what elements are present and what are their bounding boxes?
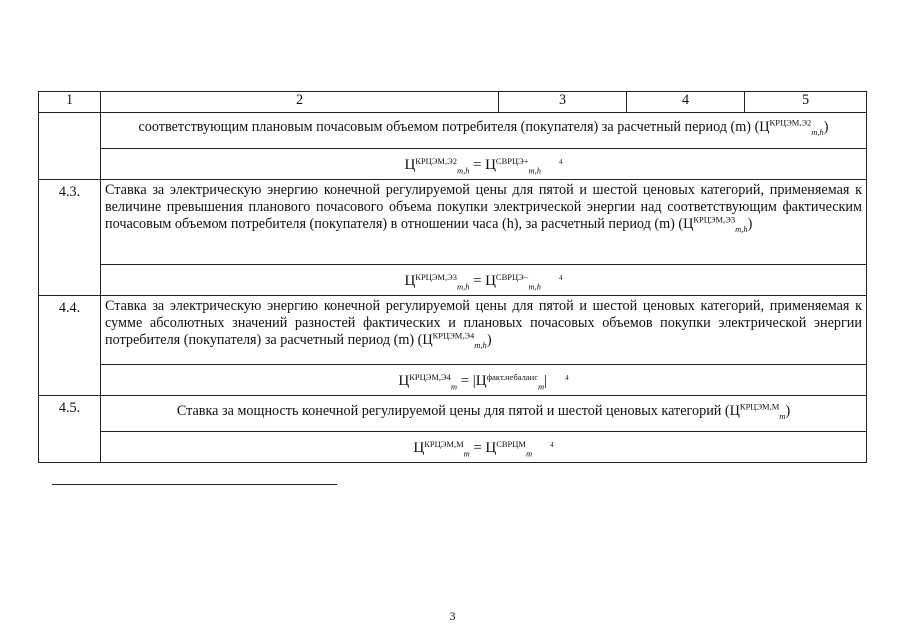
formula-lhs-sub: m,h bbox=[456, 281, 470, 292]
formula-lhs-sub: m,h bbox=[456, 165, 470, 176]
symbol-sub: m bbox=[779, 410, 786, 421]
formula-rhs: Ц bbox=[485, 273, 496, 290]
table-row bbox=[39, 396, 867, 432]
formula-lhs: Ц bbox=[413, 440, 425, 457]
formula-row bbox=[39, 365, 867, 396]
symbol-sup: КРЦЭМ,М bbox=[739, 401, 780, 412]
formula bbox=[101, 149, 867, 180]
formula-lhs-sup: КРЦЭМ,Э3 bbox=[415, 271, 457, 282]
symbol-sup: КРЦЭМ,Э4 bbox=[432, 330, 475, 341]
symbol-sup: КРЦЭМ,Э3 bbox=[693, 214, 736, 225]
footnote-mark: 4 bbox=[550, 440, 554, 449]
footnote-mark: 4 bbox=[559, 273, 563, 282]
row-description bbox=[101, 396, 867, 432]
symbol-sup: КРЦЭМ,Э2 bbox=[769, 117, 812, 128]
formula-rhs-sub: m bbox=[537, 381, 545, 392]
row-description bbox=[101, 113, 867, 149]
formula-eq: = |Ц bbox=[460, 373, 487, 390]
formula bbox=[101, 365, 867, 396]
header-row bbox=[39, 92, 867, 113]
formula-abs-close: | bbox=[544, 373, 548, 390]
formula-rhs: Ц bbox=[485, 440, 497, 457]
description-text: Ставка за электрическую энергию конечной регулируемой цены для пятой и шестой ценовых категорий, применяемая к величине превышения планового почасового объема покупки электрической энергии над соответствующим фактическим почасовым объемом потребителя (покупателя) в отношении часа (h), за расчетный период (m) (Ц bbox=[105, 182, 862, 232]
description-text: Ставка за электрическую энергию конечной регулируемой цены для пятой и шестой ценовых категорий, применяемая к сумме абсолютных значений разностей фактических и плановых почасовых объемов покупки электрической энергии потребителя (покупателя) за расчетный период (m) (Ц bbox=[105, 298, 862, 348]
header-col-4: 4 bbox=[627, 92, 745, 113]
formula-rhs-sup: СВРЦМ bbox=[496, 438, 526, 449]
page-number: 3 bbox=[449, 609, 456, 623]
footnote-separator bbox=[52, 484, 337, 485]
symbol-sub: m,h bbox=[735, 223, 748, 234]
formula-lhs-sub: m bbox=[450, 381, 458, 392]
formula-row bbox=[39, 432, 867, 463]
header-col-1: 1 bbox=[39, 92, 101, 113]
row-number: 4.4. bbox=[39, 296, 101, 396]
formula bbox=[101, 265, 867, 296]
table-row bbox=[39, 113, 867, 149]
row-number-empty bbox=[39, 113, 101, 180]
formula-lhs: Ц bbox=[398, 373, 410, 390]
tariff-table bbox=[38, 91, 867, 463]
formula-row bbox=[39, 265, 867, 296]
row-description bbox=[101, 296, 867, 365]
footnote-mark: 4 bbox=[559, 157, 563, 166]
footnote-mark: 4 bbox=[565, 373, 569, 382]
formula-lhs-sup: КРЦЭМ,Э4 bbox=[409, 371, 451, 382]
formula-lhs: Ц bbox=[404, 157, 416, 174]
table-row bbox=[39, 296, 867, 365]
formula-rhs-sup: СВРЦЭ− bbox=[495, 271, 529, 282]
description-tail: ) bbox=[747, 216, 753, 232]
formula-lhs-sup: КРЦЭМ,М bbox=[424, 438, 464, 449]
formula-row bbox=[39, 149, 867, 180]
header-col-3: 3 bbox=[499, 92, 627, 113]
formula-lhs-sup: КРЦЭМ,Э2 bbox=[415, 155, 457, 166]
symbol-sub: m,h bbox=[474, 339, 487, 350]
formula-rhs-sub: m,h bbox=[528, 165, 542, 176]
formula-rhs-sup: СВРЦЭ+ bbox=[495, 155, 529, 166]
formula-rhs: Ц bbox=[485, 157, 496, 174]
description-tail: ) bbox=[785, 403, 791, 419]
header-col-5: 5 bbox=[745, 92, 867, 113]
table-row bbox=[39, 180, 867, 265]
description-text: соответствующим плановым почасовым объемом потребителя (покупателя) за расчетный период (m) (Ц bbox=[138, 119, 770, 135]
description-text: Ставка за мощность конечной регулируемой цены для пятой и шестой ценовых категорий (Ц bbox=[176, 403, 740, 419]
row-number: 4.3. bbox=[39, 180, 101, 296]
description-tail: ) bbox=[486, 332, 492, 348]
description-tail: ) bbox=[823, 119, 829, 135]
formula-rhs-sub: m bbox=[525, 448, 533, 459]
formula-eq: = bbox=[473, 440, 482, 457]
formula-eq: = bbox=[473, 157, 482, 174]
formula-eq: = bbox=[473, 273, 482, 290]
formula-rhs-sup: факт.небаланс bbox=[486, 371, 538, 382]
formula-lhs: Ц bbox=[404, 273, 416, 290]
formula-lhs-sub: m bbox=[463, 448, 470, 459]
row-description bbox=[101, 180, 867, 265]
header-col-2: 2 bbox=[101, 92, 499, 113]
symbol-sub: m,h bbox=[811, 126, 824, 137]
formula bbox=[101, 432, 867, 463]
formula-rhs-sub: m,h bbox=[528, 281, 542, 292]
row-number: 4.5. bbox=[39, 396, 101, 463]
